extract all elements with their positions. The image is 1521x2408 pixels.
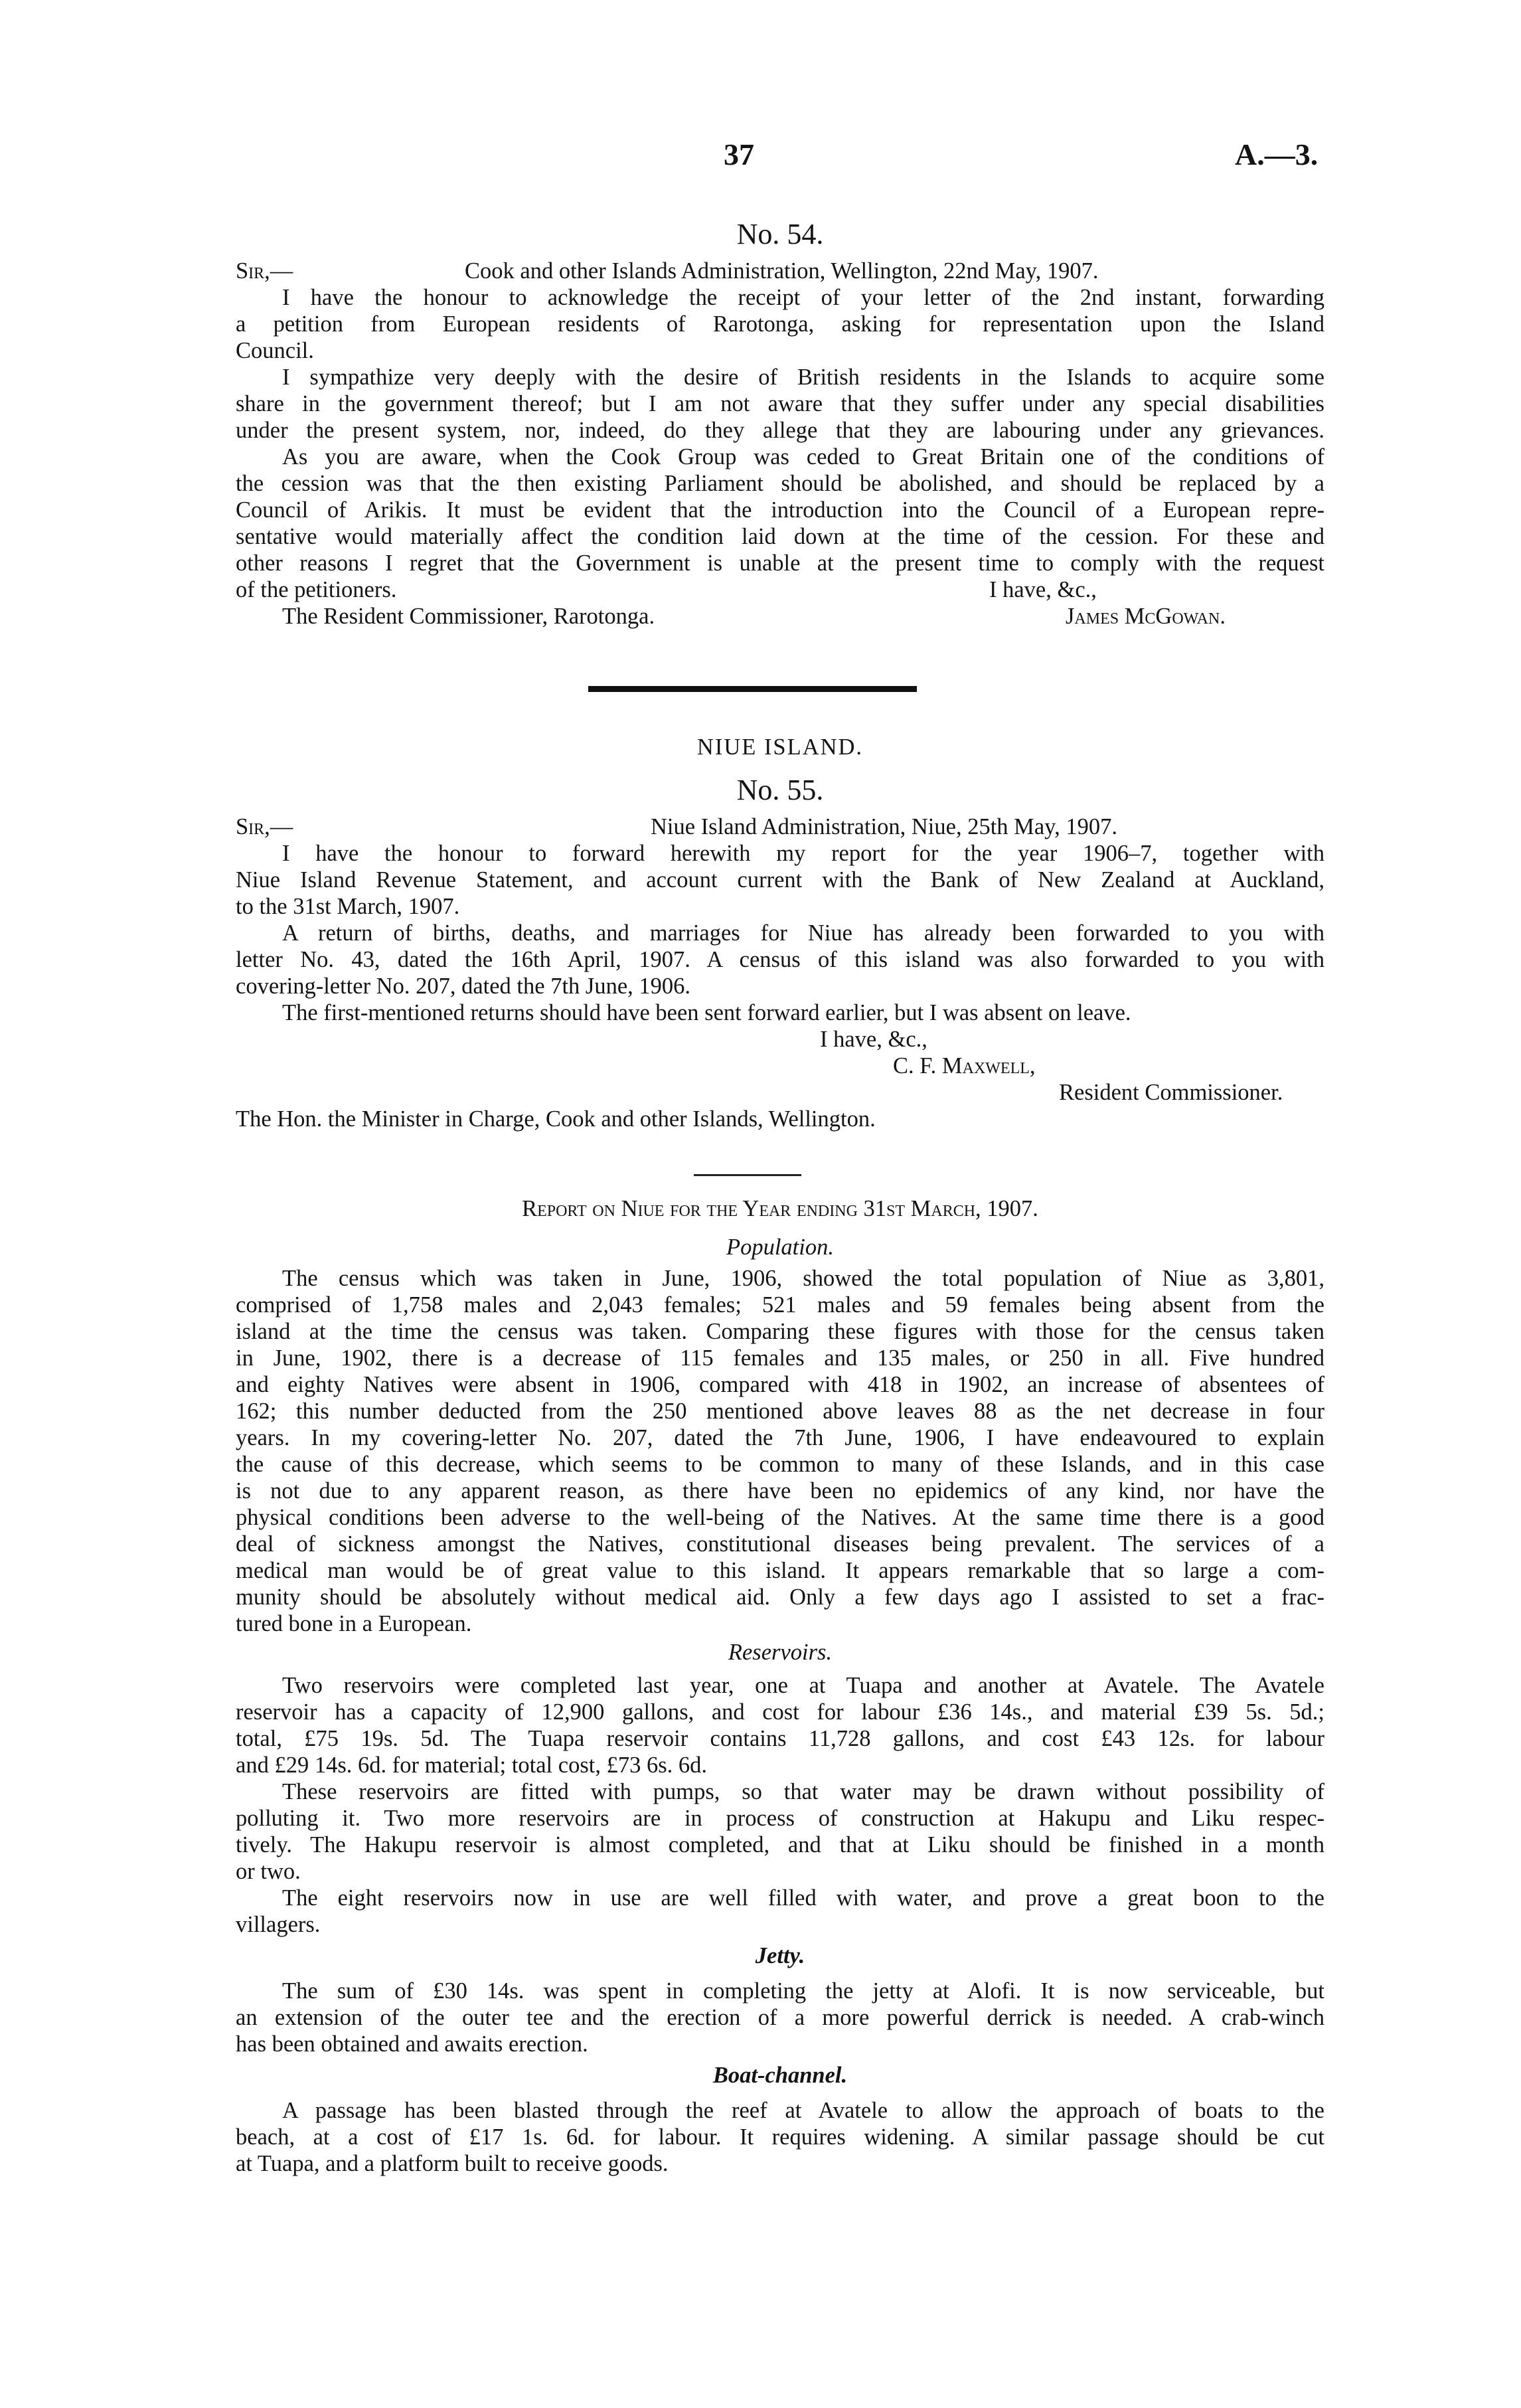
- letter-55-dateline: Niue Island Administration, Niue, 25th May, 1907.: [651, 814, 1118, 839]
- letter-54-line: of the petitioners.: [236, 577, 397, 602]
- reservoirs-line: reservoir has a capacity of 12,900 gallons, and cost for labour £36 14s., and material £39 5s. 5d.;: [236, 1699, 1324, 1725]
- population-line: years. In my covering-letter No. 207, dated the 7th June, 1906, I have endeavoured to explain: [236, 1425, 1324, 1450]
- population-heading: Population.: [726, 1235, 834, 1260]
- letter-54-line: sentative would materially affect the condition laid down at the time of the cession. For these and: [236, 524, 1324, 549]
- report-divider: [694, 1174, 801, 1176]
- letter-54-line: I sympathize very deeply with the desire of British residents in the Islands to acquire some: [282, 365, 1324, 390]
- letter-55-closing: I have, &c.,: [820, 1027, 927, 1052]
- jetty-line: an extension of the outer tee and the erection of a more powerful derrick is needed. A crab-winch: [236, 2005, 1324, 2030]
- letter-55-line: covering-letter No. 207, dated the 7th June, 1906.: [236, 974, 691, 999]
- jetty-line: The sum of £30 14s. was spent in completing the jetty at Alofi. It is now serviceable, but: [282, 1978, 1324, 2004]
- letter-55-line: letter No. 43, dated the 16th April, 1907. A census of this island was also forwarded to you with: [236, 947, 1324, 972]
- letter-54-line: under the present system, nor, indeed, do they allege that they are labouring under any grievances.: [236, 418, 1324, 443]
- reservoirs-line: Two reservoirs were completed last year, one at Tuapa and another at Avatele. The Avatele: [282, 1673, 1324, 1698]
- reservoirs-line: villagers.: [236, 1912, 321, 1937]
- page-number: 37: [724, 137, 754, 171]
- letter-55-line: A return of births, deaths, and marriages for Niue has already been forwarded to you with: [282, 920, 1324, 946]
- reservoirs-line: tively. The Hakupu reservoir is almost completed, and that at Liku should be finished in a month: [236, 1832, 1324, 1857]
- letter-55-line: to the 31st March, 1907.: [236, 894, 460, 919]
- letter-55-salutation: Sir,—: [236, 814, 293, 839]
- population-line: deal of sickness amongst the Natives, constitutional diseases being prevalent. The services of a: [236, 1531, 1324, 1557]
- letter-54-line: a petition from European residents of Rarotonga, asking for representation upon the Island: [236, 311, 1324, 337]
- letter-54-addressee: The Resident Commissioner, Rarotonga.: [282, 604, 655, 629]
- population-line: tured bone in a European.: [236, 1611, 472, 1636]
- population-line: the cause of this decrease, which seems to be common to many of these Islands, and in this case: [236, 1452, 1324, 1477]
- letter-54-line: share in the government thereof; but I am not aware that they suffer under any special disabilities: [236, 391, 1324, 416]
- population-line: island at the time the census was taken. Comparing these figures with those for the census taken: [236, 1319, 1324, 1344]
- population-line: medical man would be of great value to this island. It appears remarkable that so large a com-: [236, 1558, 1324, 1583]
- population-line: The census which was taken in June, 1906, showed the total population of Niue as 3,801,: [282, 1266, 1324, 1291]
- letter-55-line: Niue Island Revenue Statement, and account current with the Bank of New Zealand at Auckland,: [236, 867, 1324, 893]
- boat-channel-line: beach, at a cost of £17 1s. 6d. for labour. It requires widening. A similar passage should be cut: [236, 2124, 1324, 2150]
- document-reference: A.—3.: [1235, 137, 1319, 171]
- population-line: comprised of 1,758 males and 2,043 females; 521 males and 59 females being absent from the: [236, 1292, 1324, 1318]
- section-divider: [588, 686, 917, 692]
- jetty-heading: Jetty.: [755, 1943, 805, 1968]
- jetty-line: has been obtained and awaits erection.: [236, 2031, 588, 2057]
- reservoirs-line: These reservoirs are fitted with pumps, so that water may be drawn without possibility of: [282, 1779, 1324, 1804]
- boat-channel-heading: Boat-channel.: [712, 2063, 848, 2088]
- section-title: NIUE ISLAND.: [696, 734, 864, 760]
- letter-55-number: No. 55.: [736, 774, 824, 806]
- reservoirs-line: polluting it. Two more reservoirs are in process of construction at Hakupu and Liku respec-: [236, 1806, 1324, 1831]
- letter-54-salutation: Sir,—: [236, 258, 293, 284]
- boat-channel-line: A passage has been blasted through the reef at Avatele to allow the approach of boats to the: [282, 2098, 1324, 2123]
- letter-55-signature-title: Resident Commissioner.: [1059, 1080, 1283, 1105]
- reservoirs-line: total, £75 19s. 5d. The Tuapa reservoir contains 11,728 gallons, and cost £43 12s. for labour: [236, 1726, 1324, 1751]
- population-line: 162; this number deducted from the 250 mentioned above leaves 88 as the net decrease in four: [236, 1399, 1324, 1424]
- letter-54-line: Council of Arikis. It must be evident that the introduction into the Council of a European repre-: [236, 497, 1324, 523]
- population-line: physical conditions been adverse to the well-being of the Natives. At the same time there is a good: [236, 1505, 1324, 1530]
- population-line: and eighty Natives were absent in 1906, compared with 418 in 1902, an increase of absentees of: [236, 1372, 1324, 1397]
- boat-channel-line: at Tuapa, and a platform built to receive goods.: [236, 2151, 669, 2176]
- letter-54-closing: I have, &c.,: [989, 577, 1097, 602]
- letter-54-line: other reasons I regret that the Government is unable at the present time to comply with the request: [236, 551, 1324, 576]
- population-line: munity should be absolutely without medical aid. Only a few days ago I assisted to set a frac-: [236, 1585, 1324, 1610]
- letter-54-line: As you are aware, when the Cook Group was ceded to Great Britain one of the conditions of: [282, 444, 1324, 470]
- reservoirs-line: The eight reservoirs now in use are well filled with water, and prove a great boon to the: [282, 1885, 1324, 1911]
- letter-54-signature: James McGowan.: [1066, 604, 1226, 629]
- reservoirs-line: or two.: [236, 1859, 301, 1884]
- letter-55-signature: C. F. Maxwell,: [893, 1053, 1036, 1078]
- reservoirs-line: and £29 14s. 6d. for material; total cost, £73 6s. 6d.: [236, 1753, 708, 1778]
- reservoirs-heading: Reservoirs.: [728, 1640, 833, 1665]
- letter-55-line: The first-mentioned returns should have been sent forward earlier, but I was absent on leave.: [282, 1000, 1131, 1025]
- letter-54-number: No. 54.: [736, 218, 824, 250]
- population-line: is not due to any apparent reason, as there have been no epidemics of any kind, nor have the: [236, 1478, 1324, 1504]
- letter-55-line: I have the honour to forward herewith my report for the year 1906–7, together with: [282, 841, 1324, 866]
- report-title: Report on Niue for the Year ending 31st March, 1907.: [522, 1196, 1038, 1221]
- letter-55-addressee: The Hon. the Minister in Charge, Cook and other Islands, Wellington.: [236, 1106, 876, 1132]
- letter-54-line: the cession was that the then existing Parliament should be abolished, and should be replaced by a: [236, 471, 1324, 496]
- letter-54-line: I have the honour to acknowledge the receipt of your letter of the 2nd instant, forwarding: [282, 285, 1324, 310]
- letter-54-line: Council.: [236, 338, 314, 363]
- letter-54-dateline: Cook and other Islands Administration, Wellington, 22nd May, 1907.: [465, 258, 1099, 284]
- population-line: in June, 1902, there is a decrease of 115 females and 135 males, or 250 in all. Five hundred: [236, 1345, 1324, 1371]
